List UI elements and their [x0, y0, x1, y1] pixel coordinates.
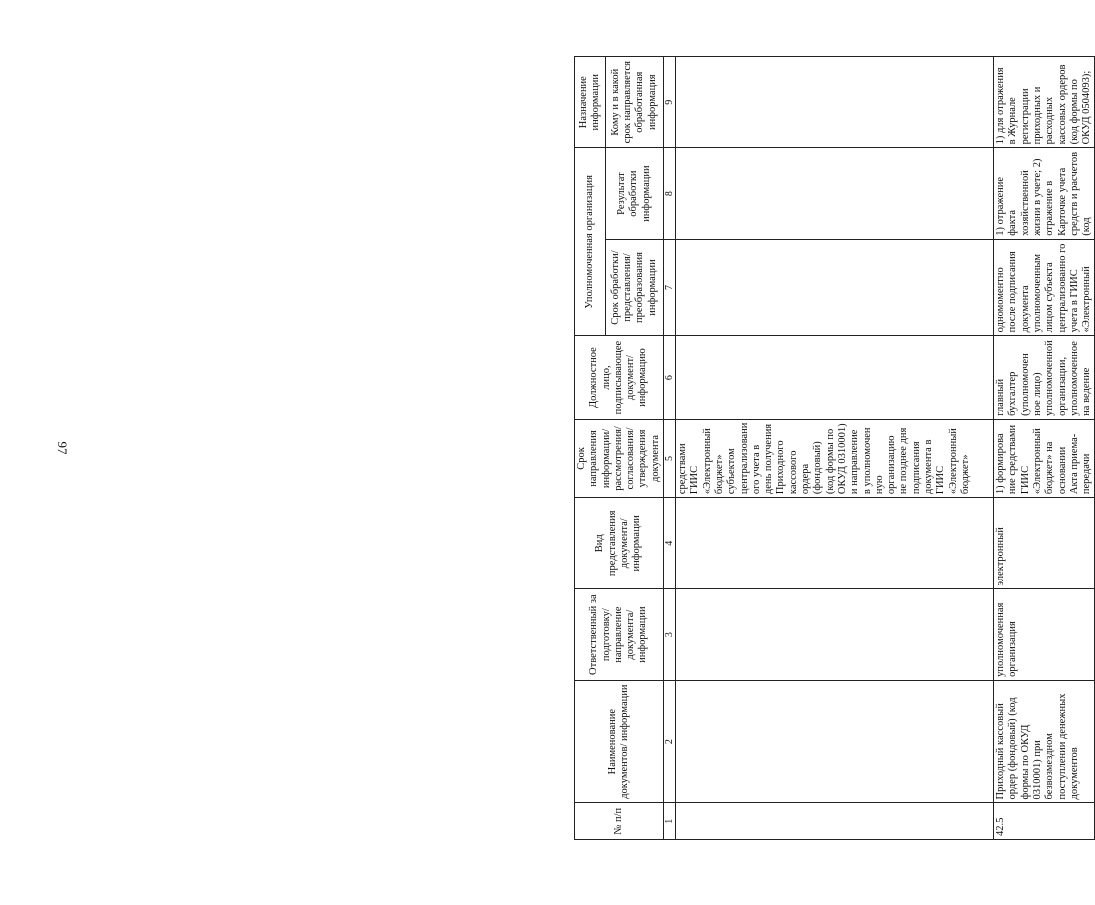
col-number-7: 7 [664, 239, 676, 336]
row-format: электронный [995, 527, 1007, 586]
row-number: 42.5 [995, 817, 1007, 836]
col-number-1: 1 [664, 803, 676, 840]
cont-col7 [676, 239, 994, 336]
col-number-2: 2 [664, 680, 676, 803]
header-col2: Наименование документов/ информации [575, 680, 664, 803]
procedure-table [574, 56, 1095, 840]
row-deadline: 1) формирова ние средствами ГИИС «Электронный бюджет» на основании Акта приема-передачи [995, 424, 1093, 495]
header-col1: № п/п [575, 803, 664, 840]
cont-col8 [676, 148, 994, 239]
row-col7 [994, 239, 1095, 336]
header-col3: Ответственный за подготовку/ направление документа/ информации [575, 589, 664, 680]
row-col1 [994, 803, 1095, 840]
header-col6: Должностное лицо, подписывающее документ/ информацию [575, 336, 664, 420]
row-col4 [994, 498, 1095, 589]
col-number-8: 8 [664, 148, 676, 239]
cont-col5 [676, 419, 994, 497]
col-number-4: 4 [664, 498, 676, 589]
row-col5 [994, 419, 1095, 497]
header-col9: Кому и в какой срок направляется обработанная информация [605, 57, 663, 148]
column-number-row [664, 57, 676, 840]
row-col2 [994, 680, 1095, 803]
row-col6 [994, 336, 1095, 420]
row-responsible: уполномоченная организация [995, 602, 1019, 677]
cont-col9 [676, 57, 994, 148]
header-col7: Срок обработки/ представления/ преобразования информации [605, 239, 663, 336]
cont-col3 [676, 589, 994, 680]
col-number-9: 9 [664, 57, 676, 148]
row-processing-time: одномоментно после подписания документа уполномоченным лицом субъекта централизованно го учета в ГИИС «Электронный [995, 243, 1093, 333]
rotated-table-wrapper [574, 56, 1092, 840]
col-number-3: 3 [664, 589, 676, 680]
col-number-5: 5 [664, 419, 676, 497]
row-col8 [994, 148, 1095, 239]
cont-col5-text: средствами ГИИС «Электронный бюджет» субъектом централизовани ого учета в день получения Приходного кассового ордера (фондовый) (код формы по ОКУД 0310001) и направление в уполномочен ную организацию не позднее дня подписания документа в ГИИС «Электронный бюджет» [677, 422, 971, 495]
header-group-organization: Уполномоченная организация [575, 148, 606, 336]
header-row-1 [575, 57, 606, 840]
col-number-6: 6 [664, 336, 676, 420]
row-recipient: 1) для отражения в Журнале регистрации приходных и расходных кассовых ордеров (код формы по ОКУД 0504093); [995, 64, 1093, 145]
page-number: 97 [55, 441, 70, 455]
cont-col1 [676, 803, 994, 840]
header-col9-top: Назначение информации [575, 57, 606, 148]
cont-col4 [676, 498, 994, 589]
cont-col2 [676, 680, 994, 803]
row-document-name: Приходный кассовый ордер (фондовый) (код формы по ОКУД 0310001) при безвозмездном поступлении денежных документов [995, 693, 1080, 800]
table-row-continuation [676, 57, 994, 840]
table-row-42-5 [994, 57, 1095, 840]
row-signatory: главный бухгалтер (уполномочен ное лицо) уполномоченной организации, уполномоченное на ведение [995, 340, 1093, 416]
header-col4: Вид представления документа/ информации [575, 498, 664, 589]
row-col3 [994, 589, 1095, 680]
row-col9 [994, 57, 1095, 148]
header-col8: Результат обработки информации [605, 148, 663, 239]
cont-col6 [676, 336, 994, 420]
row-result: 1) отражение факта хозяйственной жизни в учете; 2) отражение в Карточке учета средств и расчетов (код [995, 151, 1093, 236]
header-col5: Срок направления информации/ рассмотрения/ согласования/ утверждения документа [575, 419, 664, 497]
